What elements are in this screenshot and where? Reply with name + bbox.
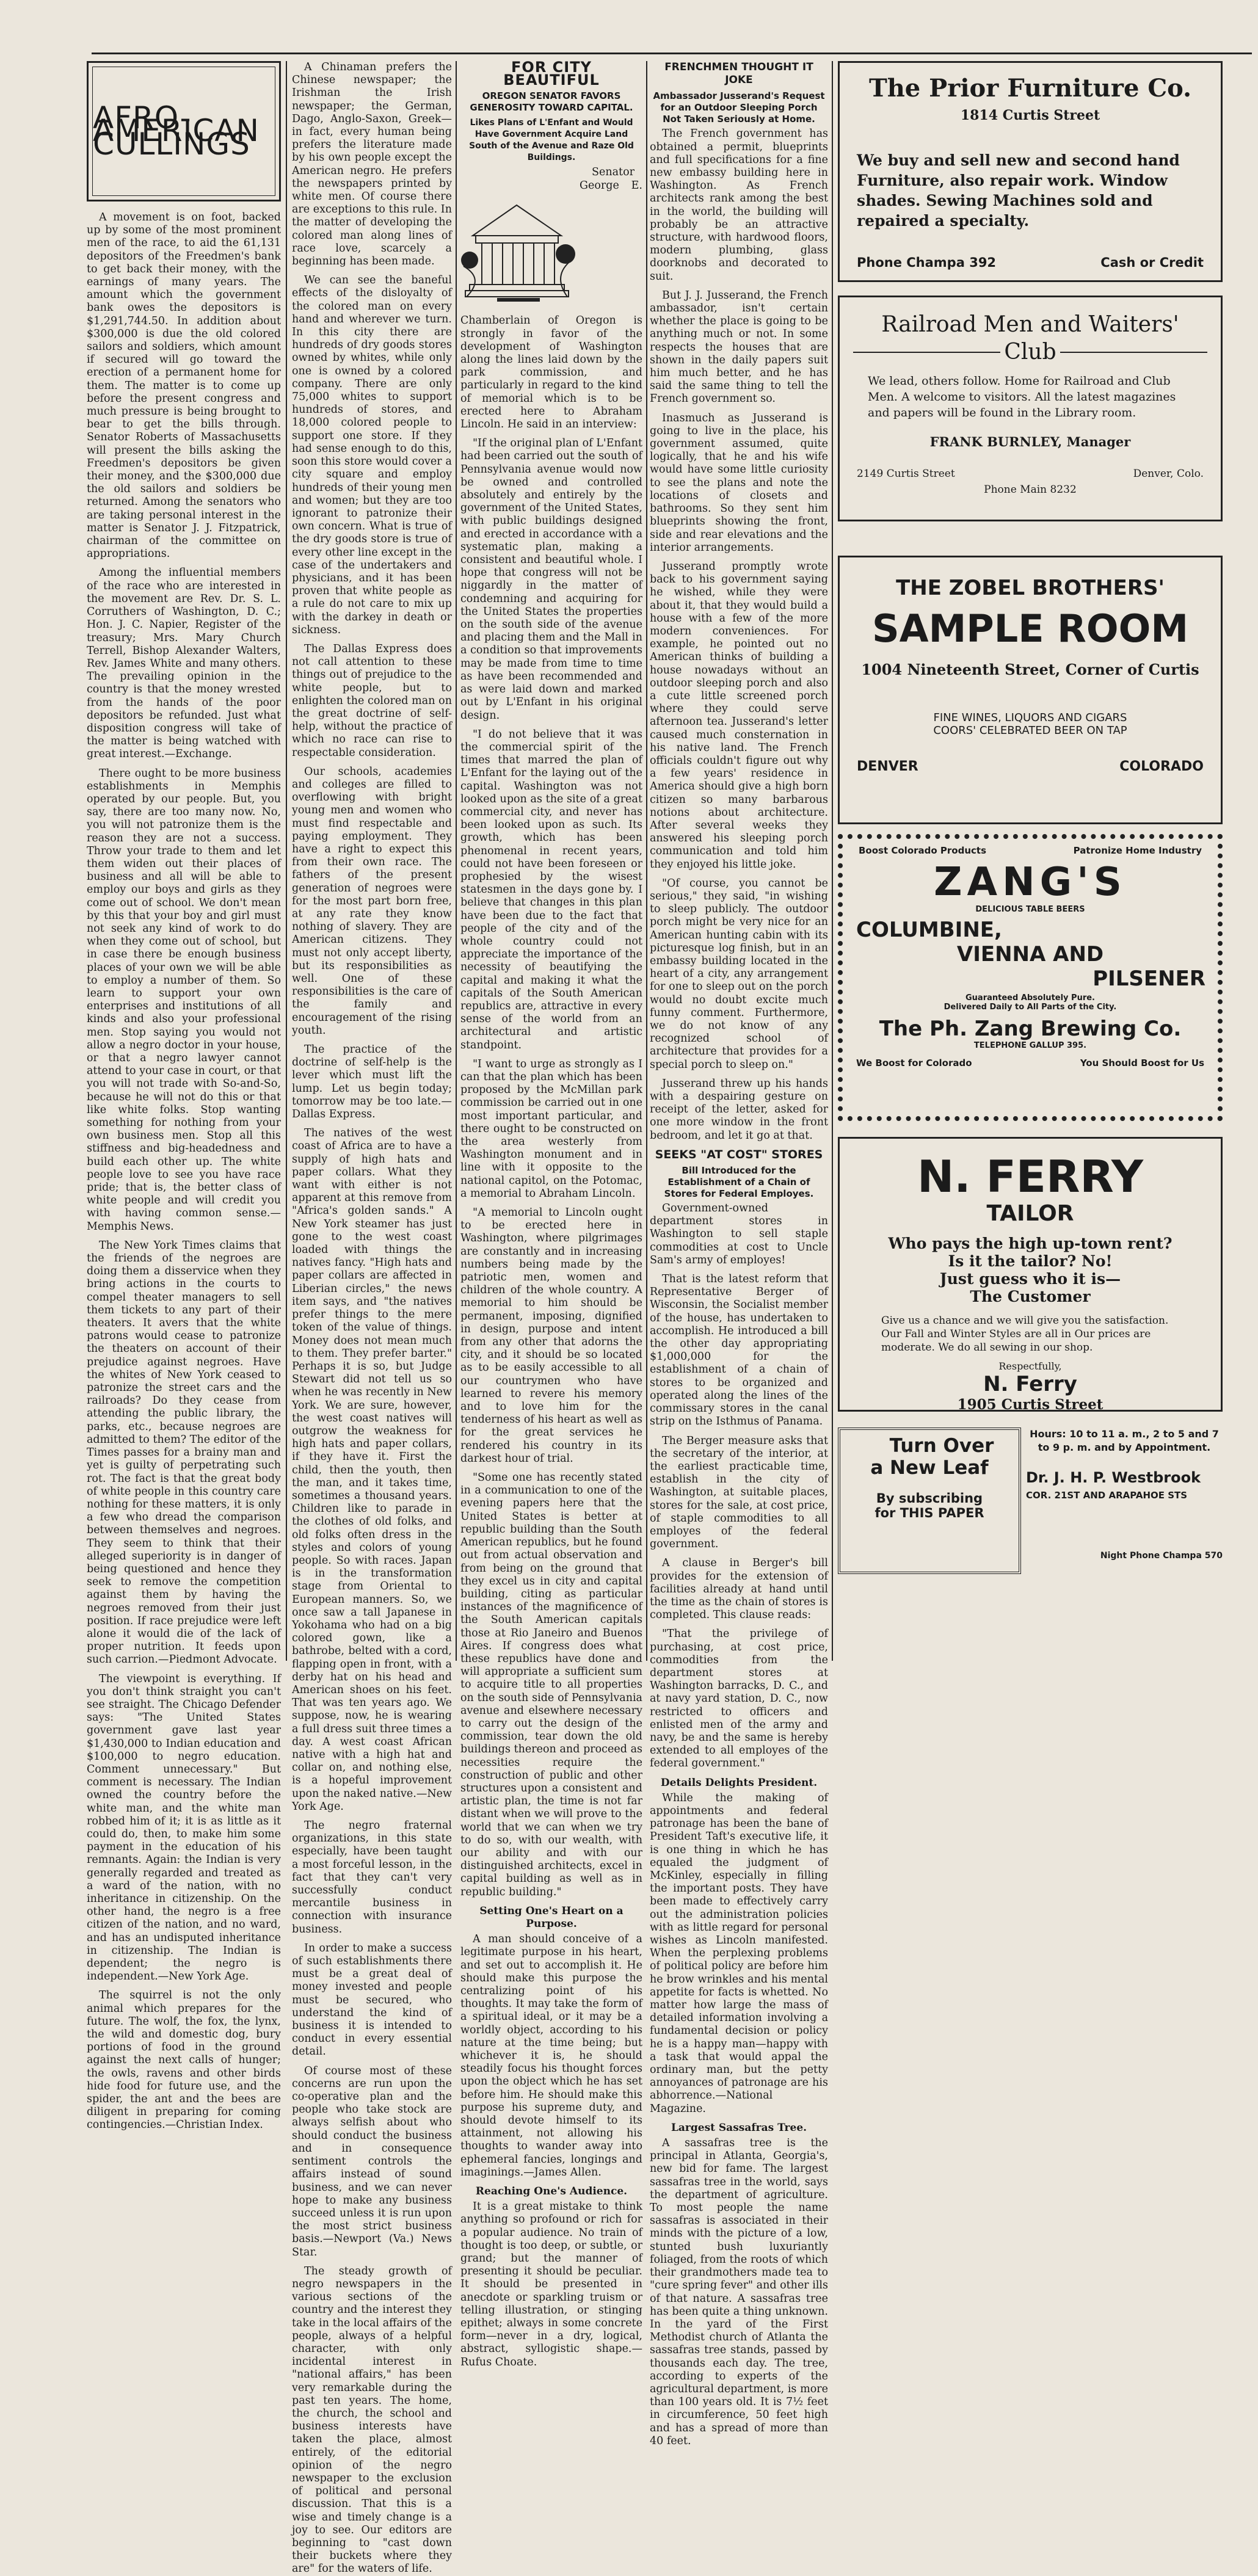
subhead-details-president: Details Delights President. [660,1776,818,1789]
deck-jusserand: Ambassador Jusserand's Request for an Outdoor Sleeping Porch Not Taken Seriously at Home. [653,90,825,125]
ad-prior-body: We buy and sell new and second hand Furniture, also repair work. Window shades. Sewing Machines sold and repaired a specialty. [857,151,1180,230]
column-rule-2 [456,61,457,1661]
article-paragraph: Jusserand promptly wrote back to his government saying he wished, while they were about it, that they would build a house with a few of the more modern conveniences. For example, he pointed out no American thinks of building a house nowadays without an outdoor sleeping porch and also a cute little screened porch where they could serve afternoon tea. Jusserand's letter caused much consternation in his native land. The French officials couldn't figure out why a few years' residence in America should give a high born citizen so many barbarous notions about architecture. After several weeks they answered his sleeping porch communication and told him they enjoyed his little joke. [650,560,828,871]
column-rule-4 [832,61,833,1661]
ad-ferry-body: Give us a chance and we will give you the satisfaction. Our Fall and Winter Styles are all in Our prices are moderate. We do all sewing in our shop. [881,1315,1169,1354]
article-paragraph: The steady growth of negro newspapers in the various sections of the country and the interest they take in the local affairs of the people, always of a helpful character, with only incidental interest in "national affairs," has been very remarkable during the past ten years. The home, the church, the school and business interests have taken the place, almost entirely, of the editorial opinion of the negro newspaper to the exclusion of political and personal discussion. That this is a wise and timely change is a joy to see. Our editors are beginning to "cast down their buckets where they are" for the waters of life. [292,2265,452,2575]
ad-zang-bottom-left: We Boost for Colorado [856,1058,972,1068]
article-paragraph: "I do not believe that it was the commercial spirit of the times that marred the plan of L'Enfant for the laying out of the capital. Washington was not looked upon as the site of a great commercial city, and never has been looked upon as such. Its growth, which has been phenomenal in recent years, could not have been foreseen or prophesied by the wisest statesmen in the days gone by. I believe that changes in this plan have been due to the fact that people of the city and of the whole country could not appreciate the importance of the necessity of beautifying the capital and making it what the capitals of the South American republics are, attractive in every sense of the world from an architectural and artistic standpoint. [460,728,642,1051]
article-paragraph: Of course most of these concerns are run upon the co-operative plan and the people who take stock are always selfish about who should conduct the business and in consequence sentiment controls the affairs instead of sound business, and we can never hope to make any business succeed unless it is run upon the most strict business basis.—Newport (Va.) News Star. [292,2064,452,2259]
ad-westbrook-hours: Hours: 10 to 11 a. m., 2 to 5 and 7 to 9 p. m. and by Appointment. [1030,1428,1219,1453]
ad-zobel-brothers [838,556,1223,824]
article-paragraph: The viewpoint is everything. If you don't think straight you can't see straight. The Chicago Defender says: "The United States government gave last year $1,430,000 to Indian education and $100,000 to negro education. Comment unnecessary." But comment is necessary. The Indian owned the country before the white man, and the white man robbed him of it; it is as little as it could do, then, to make him some payment in the education of his remnants. Again: the Indian is very generally regarded and treated as a ward of the nation, with no inheritance in citizenship. On the other hand, the negro is a free citizen of the nation, and no ward, and has an undisputed inheritance in citizenship. The Indian is dependent; the negro is independent.—New York Age. [87,1672,281,1983]
headline-city-beautiful: FOR CITY BEAUTIFUL [503,59,600,89]
ad-zobel-line2: SAMPLE ROOM [871,606,1189,651]
subhead-sassafras: Largest Sassafras Tree. [671,2121,807,2134]
ad-prior-address: 1814 Curtis Street [960,107,1100,123]
ad-leaf-line4: for THIS PAPER [874,1506,984,1520]
article-paragraph: That is the latest reform that Representative Berger of Wisconsin, the Socialist member of the house, has undertaken to accomplish. He introduced a bill the other day appropriating $1,000,000 for the establishment of a chain of stores to be organized and operated along the lines of the commissary stores in the canal strip on the Isthmus of Panama. [650,1273,828,1428]
ad-prior-name: The Prior Furniture Co. [868,74,1192,103]
article-paragraph: The French government has obtained a permit, blueprints and full specifications for a fine new embassy building here in Washington. As French architects rank among the best in the world, the building will probably be an attractive structure, with hardwood floors, modern plumbing, glass doorknobs and decorated to suit. [650,128,828,283]
ad-zang-top-right: Patronize Home Industry [1073,845,1202,856]
article-paragraph: The natives of the west coast of Africa are to have a supply of high hats and paper collars. What they want with either is not apparent at this remove from "Africa's golden sands." A New York steamer has just gone to the west coast loaded with things the natives fancy. "High hats and paper collars are affected in Liberian circles," the news item says, and "the natives prefer things to the mere token of the value of things. Money does not mean much to them. They prefer barter." Perhaps it is so, but Judge Stewart did not tell us so when he was recently in New York. We are sure, however, the west coast natives will outgrow the weakness for high hats and paper collars, if they have it. First the child, then the youth, then the man, and it takes time, sometimes a thousand years. Children like to parade in the clothes of old folks, and old folks often dress in the styles and colors of young people. So with races. Japan is in the transformation stage from Oriental to European manners. So, we once saw a tall Japanese in Yokohama who had on a big colored gown, like a bathrobe, belted with a cord, flapping open in front, with a derby hat on his head and American shoes on his feet. That was ten years ago. We suppose, now, he is wearing a full dress suit three times a day. A west coast African native with a high hat and collar on, and nothing else, is a hopeful improvement upon the naked native.—New York Age. [292,1127,452,1813]
ad-railroad-city: Denver, Colo. [1133,468,1204,480]
ad-zobel-colorado: COLORADO [1119,759,1204,774]
article-paragraph: There ought to be more business establishments in Memphis operated by our people. But, you say, there are too many now. No, you will not patronize them is the reason they are not a success. Throw your trade to them and let them widen out their places of business and all will be able to employ our boys and girls as they come out of school. We don't mean by this that your boy and girl must not seek any kind of work to do when they come out of school, but in case there be enough business places of your own we will be able to employ a number of them. So learn to support your own enterprises and institutions of all kinds and also your professional men. Stop saying you would not allow a negro doctor in your house, or that a negro lawyer cannot attend to your case in court, or that you will not trade with So-and-So, because he will not do this or that like white folks. Stop wanting something for nothing from your own business men. Stop all this stiffness and big-headedness and build each other up. The white people love to see you have race pride; that is, the better class of white people and will credit you with having common sense.—Memphis News. [87,767,281,1233]
ad-railroad-club [838,296,1223,521]
article-paragraph: But J. J. Jusserand, the French ambassador, isn't certain whether the place is going to be anything much or not. In some respects the houses that are shown in the daily papers suit him much better, and he has said the same thing to tell the French government so. [650,289,828,405]
ad-prior-phone: Phone Champa 392 [857,255,997,270]
article-paragraph: The New York Times claims that the friends of the negroes are doing them a disservice when they bring actions in the courts to compel theater managers to sell them tickets to any part of their theaters. It avers that the white patrons would cease to patronize the theaters on account of their prejudice against negroes. Have the whites of New York ceased to patronize the street cars and the railroads? Do they cease from attending the public library, the parks, etc., because negroes are admitted to them? The editor of the Times passes for a brainy man and yet is guilty of perpetrating such rot. The fact is that the great body of white people in this country care nothing for these matters, it is only a few who dread the comparison between themselves and negroes. They seem to think that their alleged superiority is in danger of being questioned and hence they seek to remove the competition against them by having the negroes removed from their just position. If race prejudice were left alone it would die of the lack of proper nutrition. It feeds upon such carrion.—Piedmont Advocate. [87,1239,281,1666]
article-paragraph: Our schools, academies and colleges are filled to overflowing with bright young men and women who must find respectable and paying employment. They have a right to expect this from their own race. The fathers of the present generation of negroes were for the most part born free, at any rate they know nothing of slavery. They are American citizens. They must not only accept liberty, but its responsibilities as well. One of these responsibilities is the care of the family and encouragement of the rising youth. [292,765,452,1037]
ad-zang-name: ZANG'S [934,860,1127,905]
ad-zang-bottom-right: You Should Boost for Us [1080,1058,1204,1068]
article-paragraph: The negro fraternal organizations, in this state especially, have been taught a most forceful lesson, in the fact that they can't very successfully conduct mercantile business in connection with insurance business. [292,1820,452,1936]
article-paragraph: Inasmuch as Jusserand is going to live in the place, his government assumed, quite logically, that he and his wife would have some little curiosity to see the plans and note the locations of closets and bathrooms. So they sent him blueprints showing the front, side and rear elevations and the interior arrangements. [650,412,828,554]
ad-zang-guarantee: Guaranteed Absolutely Pure. [965,993,1095,1003]
ad-westbrook-night: Night Phone Champa 570 [1100,1551,1223,1561]
ad-prior-furniture [838,61,1223,282]
ad-zang-delivery: Delivered Daily to All Parts of the City. [944,1003,1117,1012]
column-1 [87,61,281,2132]
article-paragraph: In order to make a success of such establishments there must be a great deal of money invested and people must be secured, who understand the kind of business it is intended to conduct in every essential detail. [292,1942,452,2058]
headline-frenchmen-joke: FRENCHMEN THOUGHT IT JOKE [664,61,813,87]
ad-ferry-trade: TAILOR [986,1201,1074,1226]
ad-zobel-denver: DENVER [857,759,918,774]
article-paragraph: A Chinaman prefers the Chinese newspaper; the Irishman the Irish newspaper; the German, Dago, Anglo-Saxon, Greek—in fact, every human being prefers the literature made by his own people except the American negro. He prefers the newspapers printed by white men. Of course there are exceptions to this rule. In the matter of developing the colored man along lines of race love, scarcely a beginning has been made. [292,61,452,268]
article-paragraph: Senator George E. Chamberlain of Oregon is strongly in favor of the development of Washington along the lines laid down by the park commission, and particularly in regard to the kind of memorial which is to be erected here to Abraham Lincoln. He said in an interview: [460,166,642,431]
ad-ferry-q1: Who pays the high up-town rent? [888,1235,1173,1252]
ad-railroad-street: 2149 Curtis Street [857,468,955,480]
article-paragraph: "A memorial to Lincoln ought to be erected here in Washington, where pilgrimages are constantly and in increasing numbers being made by the patriotic men, women and children of the whole country. A memorial to him should be permanent, imposing, dignified in design, purpose and intent from any other that adorns the city, and it should be so located as to be easily accessible to all our countrymen who have learned to revere his memory and to love him for the tenderness of his heart as well as for the great services he rendered his country in its darkest hour of trial. [460,1206,642,1465]
ad-ferry-signature: N. Ferry [983,1372,1077,1396]
deck-oregon-senator: OREGON SENATOR FAVORS GENEROSITY TOWARD CAPITAL. [470,90,633,114]
article-paragraph: "Of course, you cannot be serious," they said, "in wishing to sleep publicly. The outdoor porch might be very nice for an American hunting cabin with its picturesque log finish, but in an embassy building located in the heart of a city, any arrangement for one to sleep out on the porch would no doubt excite much funny comment. Furthermore, we do not know of any recognized school of architecture that provides for a special porch to sleep on." [650,877,828,1071]
ad-ferry-q3: Just guess who it is— [939,1270,1121,1288]
article-paragraph: We can see the baneful effects of the disloyalty of the colored man on every hand and wherever we turn. In this city there are hundreds of dry goods stores owned by whites, while only one is owned by a colored company. There are only 75,000 whites to support hundreds of stores, and 18,000 colored people to support one store. If they had sense enough to do this, soon this store would cover a city square and employ hundreds of their young men and women; but they are too ignorant to patronize their own concern. What is true of the dry goods store is true of every other line except in the case of the undertakers and physicians, and it has been proven that white people as a rule do not care to mix up with the darkey in death or sickness. [292,274,452,636]
deck-lenfant: Likes Plans of L'Enfant and Would Have Government Acquire Land South of the Avenue and Raze Old Buildings. [469,118,634,163]
ad-zang-beer-1: COLUMBINE, [856,918,1002,942]
article-paragraph: Government-owned department stores in Washington to sell staple commodities at cost to Uncle Sam's army of employes! [650,1202,828,1266]
ad-zobel-address: 1004 Nineteenth Street, Corner of Curtis [861,661,1199,678]
ad-prior-terms: Cash or Credit [1100,255,1204,270]
ad-railroad-body: We lead, others follow. Home for Railroad and Club Men. A welcome to visitors. All the latest magazines and papers will be found in the Library room. [868,374,1176,419]
ad-zobel-fine: FINE WINES, LIQUORS AND CIGARS [933,711,1127,724]
article-paragraph: A clause in Berger's bill provides for the extension of facilities already at hand until the time as the chain of stores is completed. This clause reads: [650,1557,828,1622]
article-paragraph: The Dallas Express does not call attention to these things out of prejudice to the white people, but to enlighten the colored man on the great doctrine of self-help, without the practice of which no race can rise to respectable consideration. [292,642,452,759]
article-paragraph: While the making of appointments and federal patronage has been the bane of President Taft's executive life, it is one thing in which he has equaled the judgment of McKinley, especially in filling the important posts. They have been made to effectively carry out the administration policies with as little regard for personal wishes as Lincoln manifested. When the perplexing problems of political policy are before him he brow wrinkles and his mental appetite for facts is whetted. No matter how large the mass of detailed information involving a fundamental decision or policy he is a happy man—happy with a task that would appal the ordinary man, but the petty annoyances of patronage are his abhorrence.—National Magazine. [650,1791,828,2115]
subhead-audience: Reaching One's Audience. [475,2185,628,2198]
ad-leaf-line1: Turn Over [889,1435,994,1457]
column-3 [460,59,642,2368]
header-rule [92,53,1252,54]
ad-leaf-line2: a New Leaf [870,1457,989,1479]
article-paragraph: A sassafras tree is the principal in Atlanta, Georgia's, new bid for fame. The largest sassafras tree in the world, says the department of agriculture. To most people the name sassafras is associated in their minds with the picture of a low, stunted bush luxuriantly foliaged, from the roots of which their grandmothers made tea to "cure spring fever" and other ills of that nature. A sassafras tree has been quite a thing unknown. In the yard of the First Methodist church of Atlanta the sassafras tree stands, passed by thousands each day. The tree, according to experts of the agricultural department, is more than 100 years old. It is 7½ feet in circumference, 50 feet high and has a spread of more than 40 feet. [650,2137,829,2447]
ad-new-leaf [838,1428,1021,1574]
article-paragraph: "That the privilege of purchasing, at cost price, commodities from the department stores at Washington barracks, D. C., and at navy yard station, D. C., now restricted to officers and enlisted men of the army and navy, be and the same is hereby extended to all employes of the federal government." [650,1628,828,1770]
ad-zobel-coors: COORS' CELEBRATED BEER ON TAP [933,724,1127,737]
article-paragraph: "Some one has recently stated in a communication to one of the evening papers here that the United States is better at republic building than the South American republics, but he found out from actual observation and from being on the ground that they excel us in city and capital building, citing as particular instances of the magnificence of the South American capitals those at Rio Janeiro and Buenos Aires. If congress does what these republics have done and will appropriate a sufficient sum to acquire title to all properties on the south side of Pennsylvania avenue and elsewhere necessary to carry out the design of the commission, tear down the old buildings thereon and proceed as necessities require the construction of public and other structures upon a consistent and artistic plan, the time is not far distant when we will prove to the world that we can when we try to do so, with our wealth, with our ability and with our distinguished architects, excel in capital building as well as in republic building." [460,1471,642,1898]
ad-ferry-respectfully: Respectfully, [998,1360,1062,1372]
ad-westbrook-name: Dr. J. H. P. Westbrook [1026,1469,1201,1486]
ad-ferry-q2: Is it the tailor? No! [948,1252,1113,1270]
headline-at-cost-stores: SEEKS "AT COST" STORES [655,1147,823,1161]
ad-railroad-manager: FRANK BURNLEY, Manager [929,434,1131,449]
ad-leaf-line3: By subscribing [876,1491,983,1506]
article-paragraph: The squirrel is not the only animal which prepares for the future. The wolf, the fox, the lynx, the wild and domestic dog, bury portions of food in the ground against the next calls of hunger; the owls, ravens and other birds hide food for future use, and the spider, the ant and the bees are diligent in preparing for coming contingencies.—Christian Index. [87,1989,281,2132]
article-paragraph: Jusserand threw up his hands with a despairing gesture on receipt of the letter, asked for one more window in the front bedroom, and let it go at that. [650,1077,828,1142]
article-paragraph: "I want to urge as strongly as I can that the plan which has been proposed by the McMillan park commission be carried out in one most important particular, and there ought to be constructed on the area westerly from Washington monument and in line with it opposite to the national capitol, on the Potomac, a memorial to Abraham Lincoln. [460,1058,642,1200]
ad-zobel-line1: THE ZOBEL BROTHERS' [896,576,1165,600]
deck-berger-bill: Bill Introduced for the Establishment of a Chain of Stores for Federal Employes. [664,1165,814,1200]
ad-zang-beer-2: VIENNA AND [956,942,1104,967]
ad-zang-company: The Ph. Zang Brewing Co. [879,1017,1182,1041]
ad-zang-brewing [838,834,1223,1121]
ad-zang-phone: TELEPHONE GALLUP 395. [973,1041,1087,1050]
ad-zang-beer-3: PILSENER [1093,967,1205,991]
capitol-illustration [460,169,573,312]
ad-railroad-title: Railroad Men and Waiters' [881,312,1179,337]
subhead-heart-purpose: Setting One's Heart on a Purpose. [479,1904,624,1930]
article-paragraph: The practice of the doctrine of self-help is the lever which must lift the lump. Let us begin today; tomorrow may be too late.—Dallas Express. [292,1043,452,1121]
ad-zang-top-left: Boost Colorado Products [859,845,987,856]
afro-american-cullings-banner [87,61,281,201]
article-paragraph: The Berger measure asks that the secretary of the interior, at the earliest practicable time, establish in the city of Washington, at suitable places, stores for the sale, at cost price, of staple commodities to all employes of the federal government. [650,1434,828,1551]
article-paragraph: A man should conceive of a legitimate purpose in his heart, and set out to accomplish it. He should make this purpose the centralizing point of his thoughts. It may take the form of a spiritual ideal, or it may be a worldly object, according to his nature at the time being; but whichever it is, he should steadily focus his thought forces upon the object which he has set before him. He should make this purpose his supreme duty, and should devote himself to its attainment, not allowing his thoughts to wander away into ephemeral fancies, longings and imaginings.—James Allen. [460,1933,642,2179]
ad-zang-sub: DELICIOUS TABLE BEERS [975,905,1085,914]
banner-title: AFRO-AMERICAN CULLINGS [92,67,275,196]
ad-ferry-q4: The Customer [970,1288,1091,1305]
ad-ferry-address: 1905 Curtis Street [957,1396,1103,1413]
ad-westbrook-address: COR. 21ST AND ARAPAHOE STS [1026,1490,1188,1501]
article-paragraph: It is a great mistake to think anything so profound or rich for a popular audience. No train of thought is too deep, or subtle, or grand; but the manner of presenting it should be peculiar. It should be presented in anecdote or sparkling truism or telling illustration, or stinging epithet; always in some concrete form—never in a dry, logical, abstract, syllogistic shape.—Rufus Choate. [460,2200,642,2368]
column-rule-3 [646,61,647,1661]
column-rule-1 [286,61,287,1661]
article-paragraph: A movement is on foot, backed up by some of the most prominent men of the race, to aid the 61,131 depositors of the Freedmen's bank to get back their money, with the earnings of many years. The amount which the government bank owes the depositors is $1,291,744.50. In addition about $300,000 is due the old colored sailors and soldiers, which amount if secured will go toward the erection of a permanent home for them. The matter is to come up before the present congress and much pressure is being brought to bear to get the bills through. Senator Roberts of Massachusetts will present the bills asking the Freedmen's depositors be given their money, and the $300,000 due the old sailors and soldiers be returned. Among the senators who are taking personal interest in the matter is Senator J. J. Fitzpatrick, chairman of the committee on appropriations. [87,211,281,561]
ad-railroad-phone: Phone Main 8232 [984,484,1077,496]
column-2 [292,61,452,2575]
article-paragraph: Among the influential members of the race who are interested in the movement are Rev. Dr. S. L. Corruthers of Washington, D. C.; Hon. J. C. Napier, Register of the treasury; Mrs. Mary Church Terrell, Bishop Alexander Walters, Rev. James White and many others. The prevailing opinion in the country is that the money wrested from the hands of the poor depositors be refunded. Just what disposition congress will take of the matter is being watched with great interest.—Exchange. [87,567,281,761]
ad-ferry-name: N. FERRY [917,1151,1144,1202]
ad-westbrook [1026,1428,1223,1561]
column-4 [650,61,829,2447]
article-paragraph: "If the original plan of L'Enfant had been carried out the south of Pennsylvania avenue would now be owned and controlled absolutely and entirely by the government of the United States, with public buildings designed and erected in accordance with a systematic plan, making a consistent and beautiful whole. I hope that congress will not be niggardly in the matter of condemning and acquiring for the United States the properties on the south side of the avenue and placing them and the Mall in a condition so that improvements may be made from time to time as have been recommended and as were laid down and marked out by L'Enfant in his original design. [460,437,642,722]
ad-n-ferry-tailor [838,1137,1223,1412]
ad-railroad-club-word: Club [1004,339,1056,365]
